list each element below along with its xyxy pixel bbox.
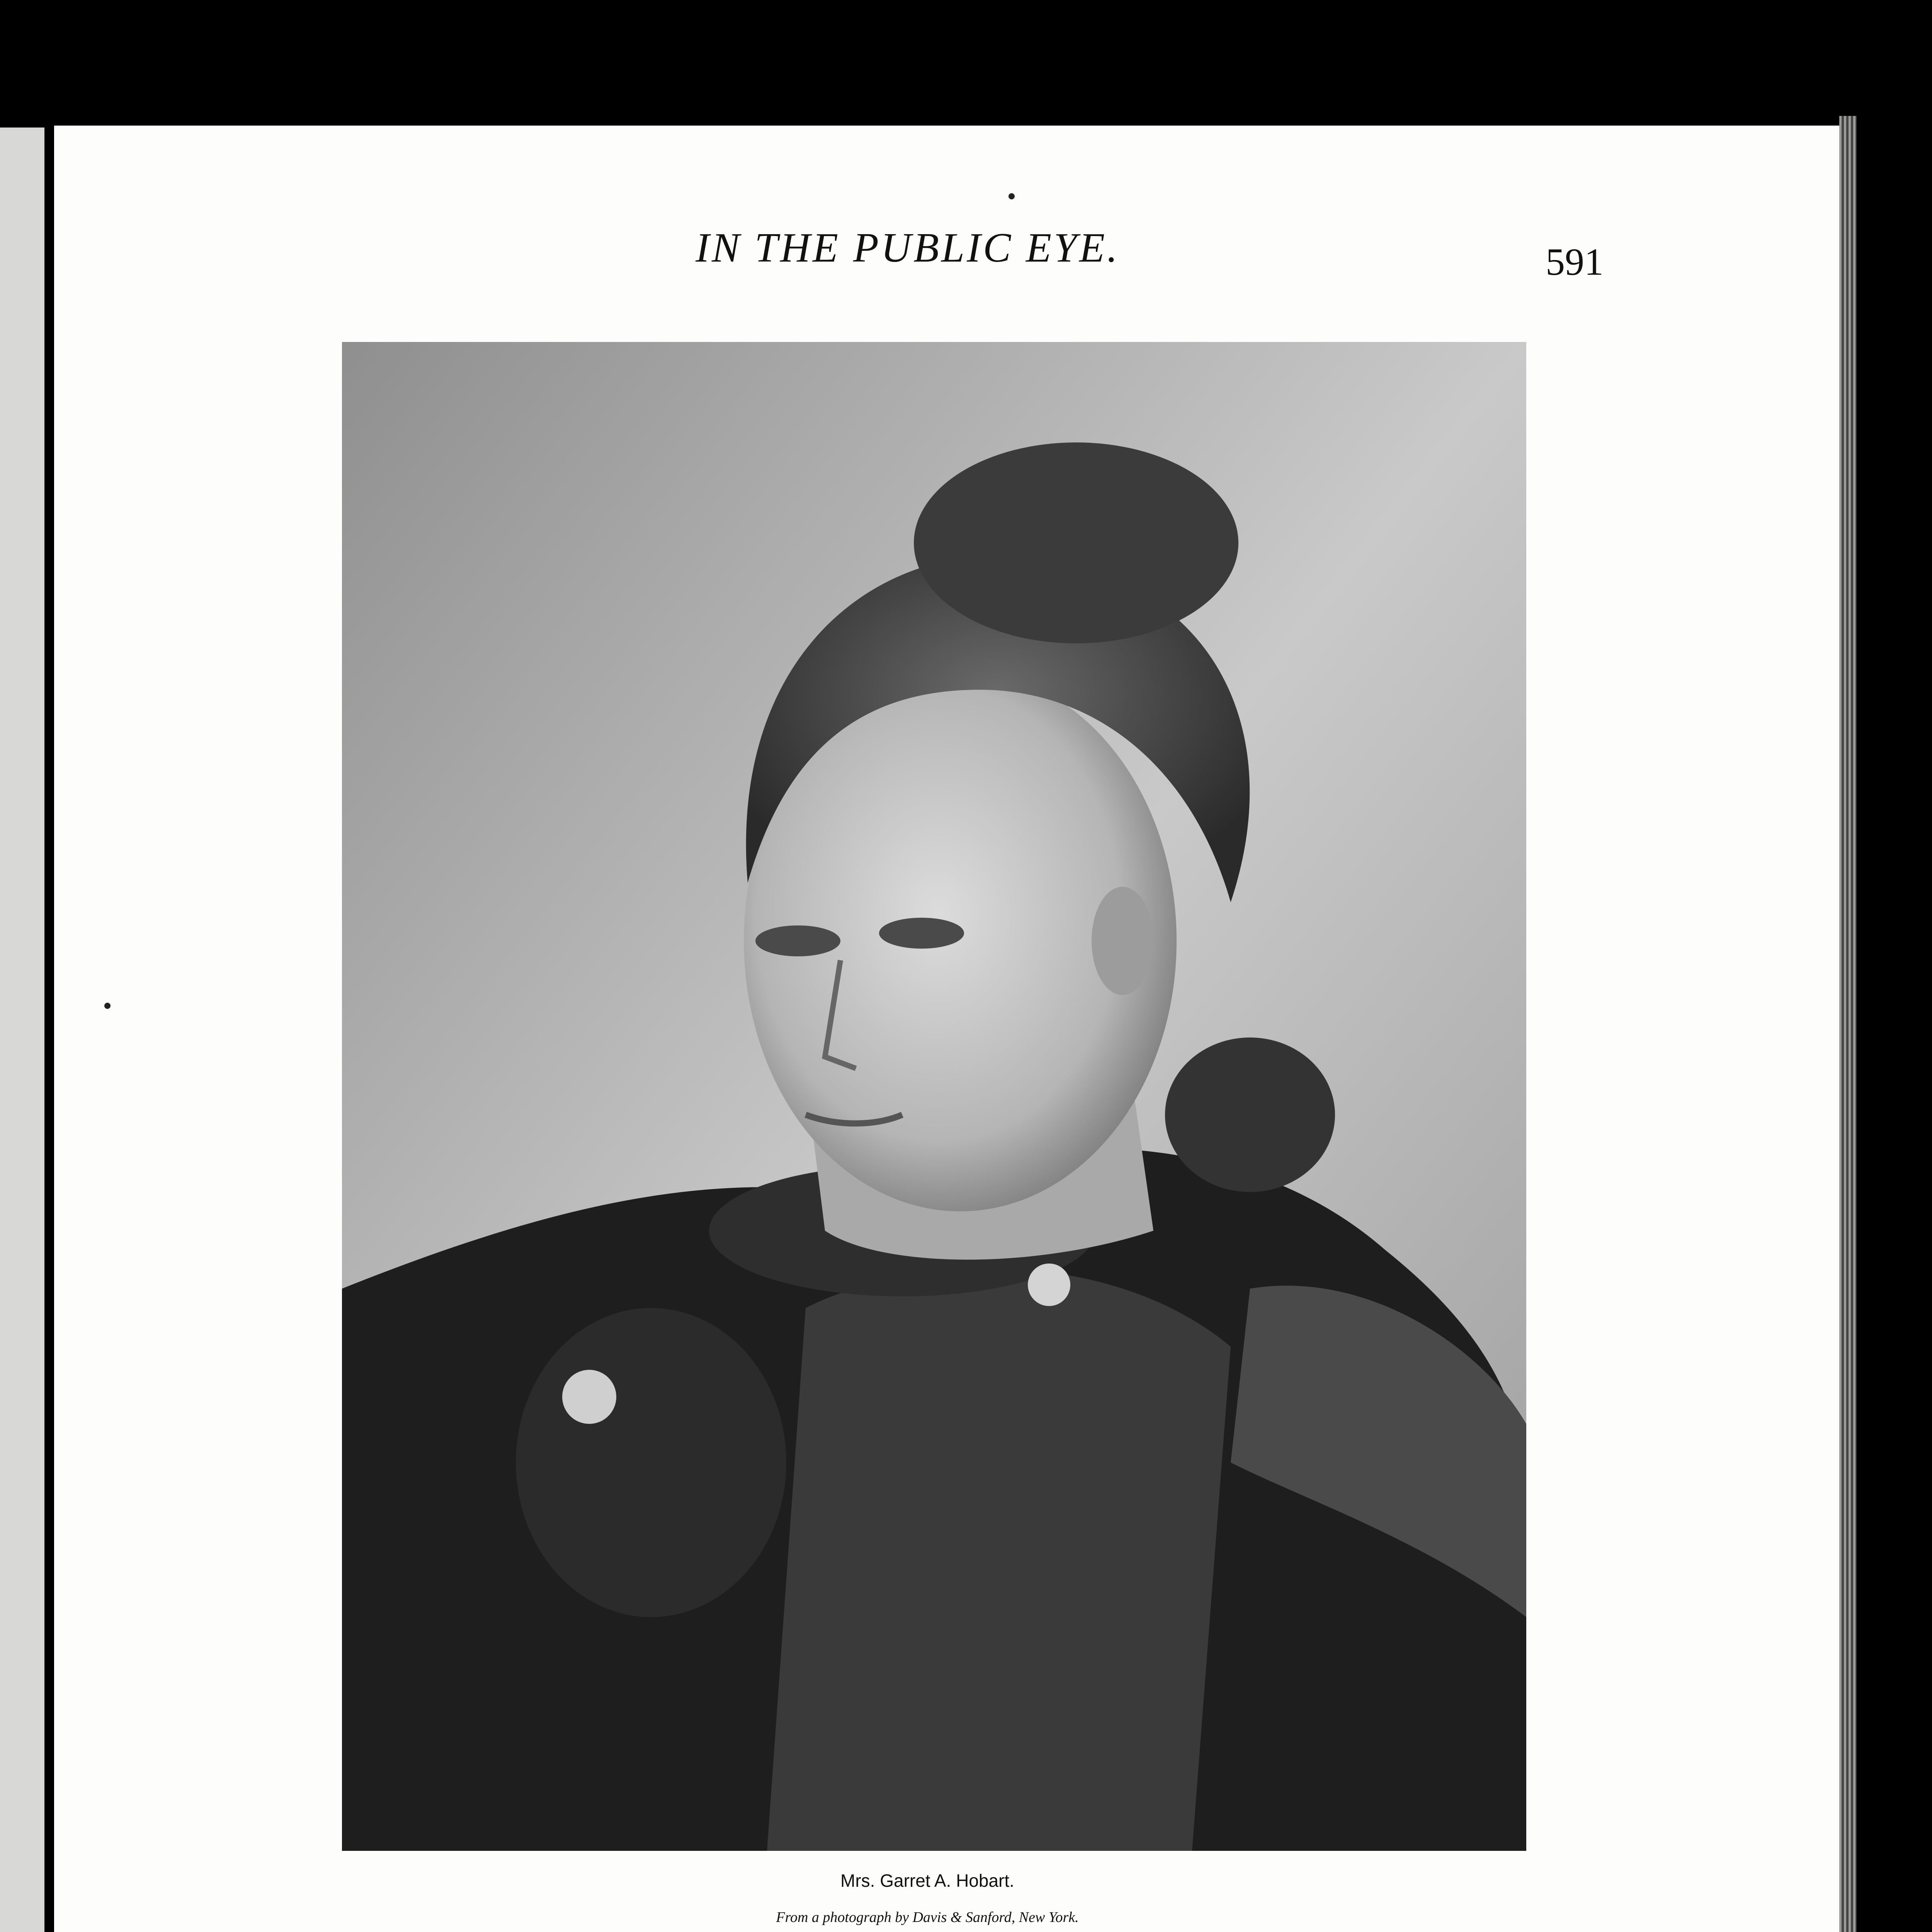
adjacent-page-edge — [0, 128, 44, 1932]
running-title: IN THE PUBLIC EYE. — [696, 225, 1120, 271]
photo-caption: Mrs. Garret A. Hobart. — [840, 1871, 1014, 1891]
print-speck — [1009, 193, 1015, 199]
portrait-image — [342, 342, 1526, 1851]
portrait-photograph — [342, 342, 1526, 1851]
page-stack-edge — [1839, 116, 1857, 1932]
print-speck — [104, 1003, 111, 1009]
photo-credit: From a photograph by Davis & Sanford, New York. — [776, 1909, 1079, 1925]
page-number: 591 — [1546, 240, 1604, 283]
